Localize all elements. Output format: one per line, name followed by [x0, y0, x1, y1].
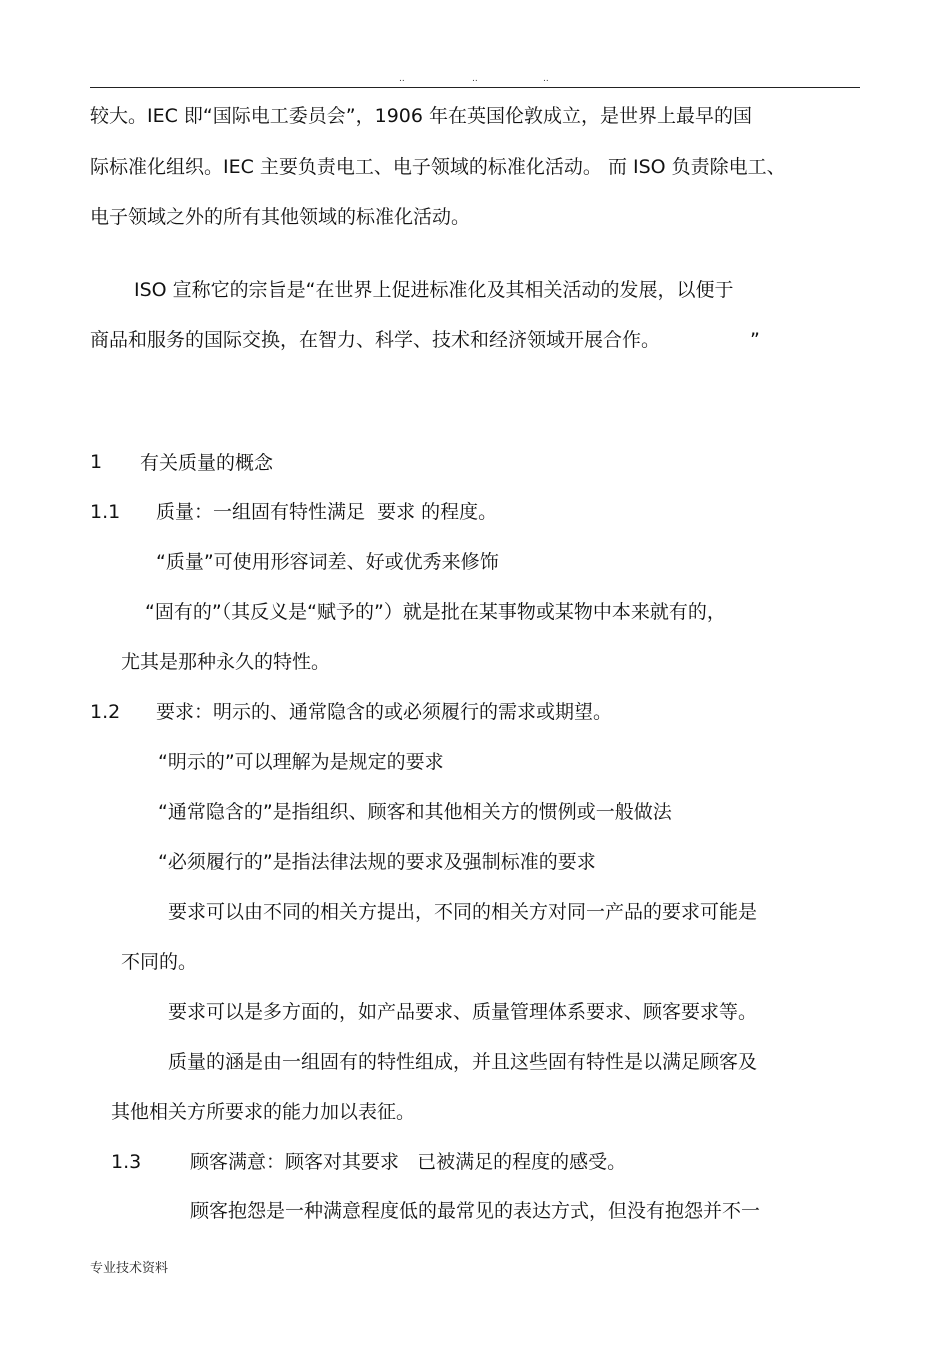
closing-quote: ” — [750, 329, 760, 351]
header-rule — [90, 87, 860, 88]
paragraph-line: 电子领域之外的所有其他领域的标准化活动。 — [90, 206, 471, 228]
header-dots-3: .. — [543, 74, 549, 84]
footer-label: 专业技术资料 — [90, 1261, 169, 1276]
note-line: 尤其是那种永久的特性。 — [121, 651, 331, 673]
paragraph-line: ISO 宣称它的宗旨是“在世界上促进标准化及其相关活动的发展，以便于 — [134, 279, 734, 301]
note-line: 不同的。 — [121, 951, 198, 973]
note-line: “质量”可使用形容词差、好或优秀来修饰 — [156, 551, 499, 573]
clause-definition: 质量：一组固有特性满足 要求 的程度。 — [156, 501, 498, 523]
note-line: “固有的”（其反义是“赋予的”）就是批在某事物或某物中本来就有的， — [145, 601, 726, 623]
note-line: “明示的”可以理解为是规定的要求 — [158, 751, 444, 773]
note-line: 其他相关方所要求的能力加以表征。 — [111, 1101, 416, 1123]
clause-number: 1.3 — [111, 1151, 142, 1173]
paragraph-line: 商品和服务的国际交换，在智力、科学、技术和经济领域开展合作。 — [90, 329, 661, 351]
clause-definition: 要求：明示的、通常隐含的或必须履行的需求或期望。 — [156, 701, 613, 723]
note-line: 顾客抱怨是一种满意程度低的最常见的表达方式，但没有抱怨并不一 — [190, 1200, 761, 1222]
note-line: “通常隐含的”是指组织、顾客和其他相关方的惯例或一般做法 — [158, 801, 672, 823]
section-title: 有关质量的概念 — [140, 452, 274, 474]
note-line: 质量的涵是由一组固有的特性组成，并且这些固有特性是以满足顾客及 — [168, 1051, 758, 1073]
section-number: 1 — [90, 451, 103, 473]
clause-definition: 顾客满意：顾客对其要求 已被满足的程度的感受。 — [190, 1151, 627, 1173]
clause-number: 1.2 — [90, 701, 121, 723]
note-line: “必须履行的”是指法律法规的要求及强制标准的要求 — [158, 851, 596, 873]
header-dots-2: .. — [472, 74, 478, 84]
note-line: 要求可以是多方面的，如产品要求、质量管理体系要求、顾客要求等。 — [168, 1001, 758, 1023]
clause-number: 1.1 — [90, 501, 121, 523]
note-line: 要求可以由不同的相关方提出，不同的相关方对同一产品的要求可能是 — [168, 901, 758, 923]
paragraph-line: 较大。IEC 即“国际电工委员会”，1906 年在英国伦敦成立，是世界上最早的国 — [90, 105, 752, 127]
paragraph-line: 际标准化组织。IEC 主要负责电工、电子领域的标准化活动。 而 ISO 负责除电工、 — [90, 156, 786, 178]
header-dots-1: .. — [399, 74, 405, 84]
